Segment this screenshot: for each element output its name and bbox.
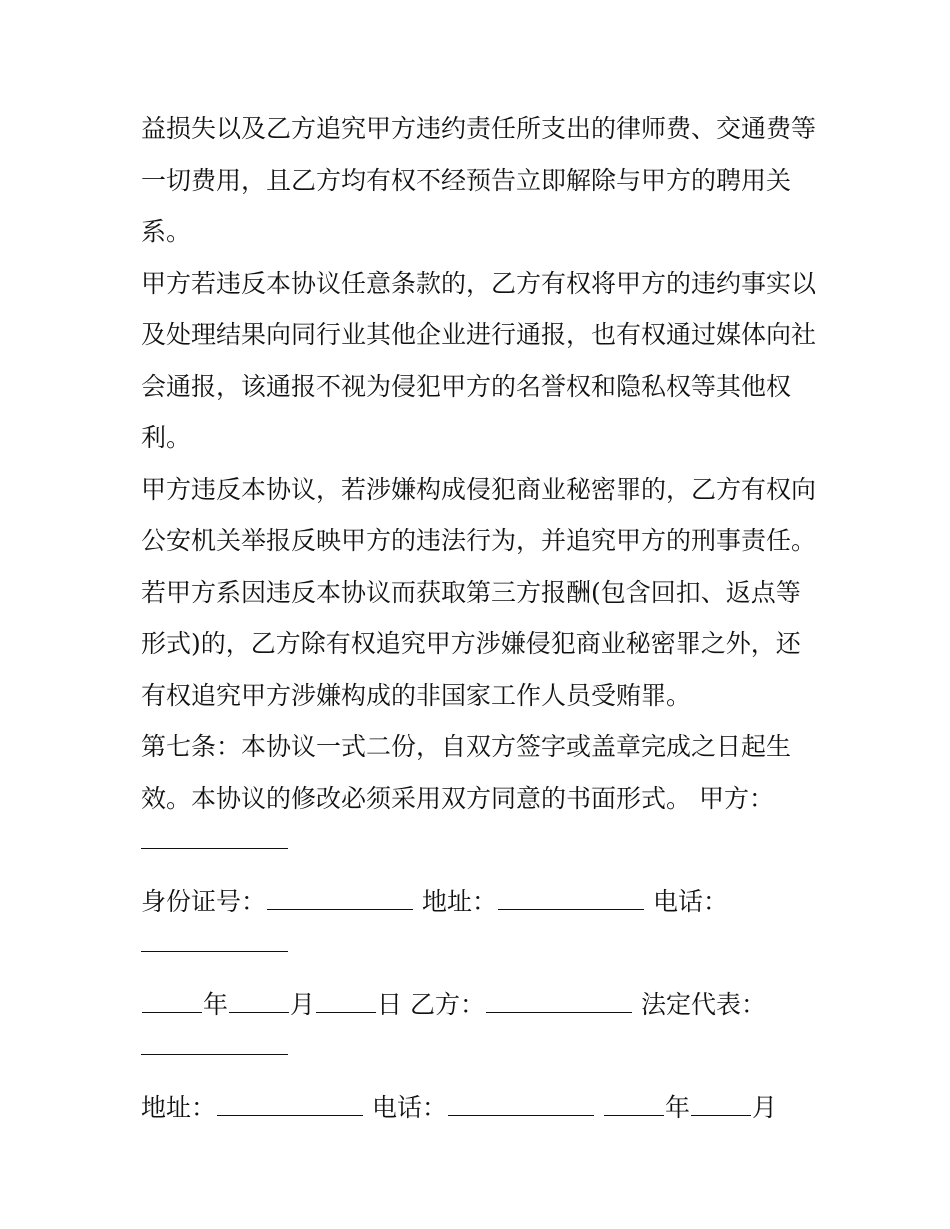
year-label: 年 [664,1092,690,1122]
day-blank [316,986,376,1013]
year-blank [142,986,202,1013]
contract-text [141,103,821,1133]
id-label: 身份证号： [141,886,267,916]
phone-label: 电话： [652,886,728,916]
text-line: 甲方违反本协议，若涉嫌构成侵犯商业秘密罪的，乙方有权向 [141,474,817,504]
text-line: 甲方若违反本协议任意条款的，乙方有权将甲方的违约事实以 [141,268,817,298]
party-b-info-line [141,1082,821,1134]
text-line: 益损失以及乙方追究甲方违约责任所支出的律师费、交通费等 [141,114,817,143]
party-b-blank [486,986,632,1013]
text-line: 若甲方系因违反本协议而获取第三方报酬(包含回扣、返点等 [141,577,801,607]
signature-blank [141,824,288,849]
address-label: 地址： [141,1092,217,1122]
text-line: 及处理结果向同行业其他企业进行通报，也有权通过媒体向社 [141,320,817,349]
text-line: 会通报，该通报不视为侵犯甲方的名誉权和隐私权等其他权 [141,371,792,401]
address-label: 地址： [421,886,497,916]
text-line: 第七条：本协议一式二份，自双方签字或盖章完成之日起生 [141,732,792,761]
text-line: 利。 [141,423,192,452]
party-a-signature-line [141,824,821,876]
phone-label: 电话： [371,1092,447,1122]
text-line: 公安机关举报反映甲方的违法行为，并追究甲方的刑事责任。 [141,526,817,555]
date-party-b-line [141,979,821,1031]
text-line: 形式)的，乙方除有权追究甲方涉嫌侵犯商业秘密罪之外，还 [141,629,801,658]
year-label: 年 [203,989,229,1019]
party-a-info-line [141,876,821,928]
month-blank [691,1089,751,1116]
legal-rep-label: 法定代表： [640,989,766,1019]
month-blank [229,986,289,1013]
text-line: 效。本协议的修改必须采用双方同意的书面形式。 甲方： [141,783,774,813]
month-label: 月 [751,1092,777,1122]
address-blank [498,883,644,910]
legal-rep-line [141,1030,821,1082]
legal-rep-blank [141,1030,288,1055]
text-line: 一切费用，且乙方均有权不经预告立即解除与甲方的聘用关 [141,165,792,195]
month-label: 月 [290,989,316,1019]
id-blank [267,883,413,910]
phone-blank [141,927,288,952]
text-line: 有权追究甲方涉嫌构成的非国家工作人员受贿罪。 [141,680,692,710]
party-a-phone-line [141,927,821,979]
address-blank [217,1089,363,1116]
phone-blank [448,1089,594,1116]
party-b-label: 乙方： [402,989,485,1019]
year-blank [604,1089,664,1116]
day-label: 日 [377,989,403,1019]
text-line: 系。 [141,217,192,246]
